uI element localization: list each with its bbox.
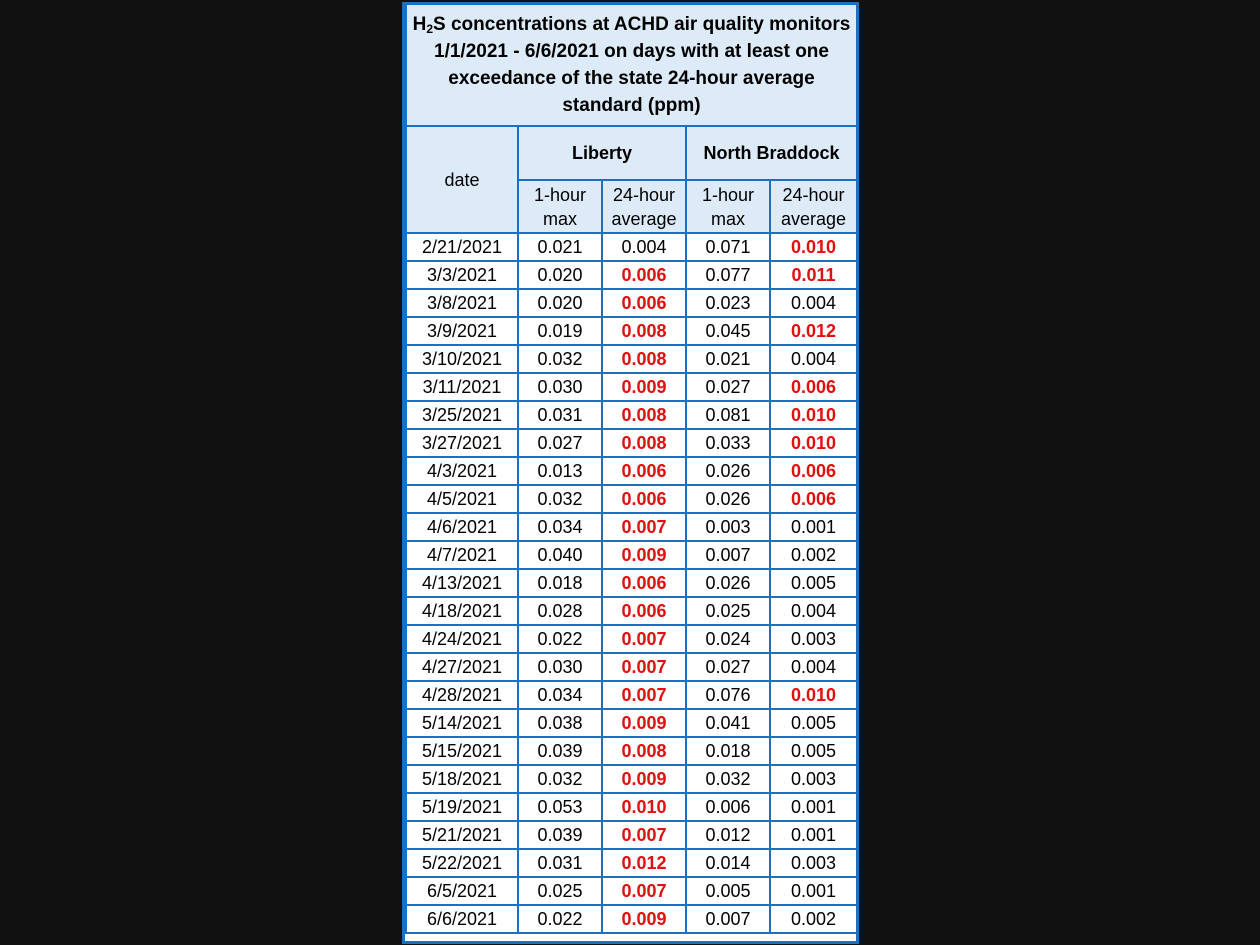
value-cell: 0.027 [686, 653, 770, 681]
site-header-north-braddock: North Braddock [686, 126, 857, 180]
value-cell-exceedance: 0.007 [602, 513, 686, 541]
value-cell-exceedance: 0.006 [770, 373, 857, 401]
date-cell: 2/21/2021 [406, 233, 518, 261]
value-cell: 0.001 [770, 821, 857, 849]
date-cell: 5/18/2021 [406, 765, 518, 793]
value-cell-exceedance: 0.012 [602, 849, 686, 877]
table-row [406, 513, 857, 541]
value-cell: 0.027 [686, 373, 770, 401]
subcolumn-header: 1-hour max [518, 180, 602, 233]
value-cell: 0.034 [518, 513, 602, 541]
value-cell: 0.041 [686, 709, 770, 737]
value-cell: 0.005 [770, 709, 857, 737]
value-cell: 0.026 [686, 569, 770, 597]
value-cell-exceedance: 0.009 [602, 541, 686, 569]
value-cell-exceedance: 0.008 [602, 345, 686, 373]
value-cell: 0.033 [686, 429, 770, 457]
value-cell: 0.031 [518, 401, 602, 429]
value-cell: 0.002 [770, 905, 857, 933]
value-cell: 0.027 [518, 429, 602, 457]
value-cell: 0.039 [518, 737, 602, 765]
value-cell: 0.007 [686, 541, 770, 569]
value-cell-exceedance: 0.010 [770, 681, 857, 709]
value-cell: 0.002 [770, 541, 857, 569]
value-cell: 0.014 [686, 849, 770, 877]
table-row [406, 709, 857, 737]
date-cell: 4/3/2021 [406, 457, 518, 485]
data-table-panel [402, 2, 859, 944]
value-cell-exceedance: 0.007 [602, 681, 686, 709]
date-cell: 3/8/2021 [406, 289, 518, 317]
date-cell: 4/6/2021 [406, 513, 518, 541]
value-cell: 0.019 [518, 317, 602, 345]
value-cell: 0.032 [686, 765, 770, 793]
value-cell-exceedance: 0.007 [602, 877, 686, 905]
value-cell: 0.025 [518, 877, 602, 905]
value-cell: 0.012 [686, 821, 770, 849]
value-cell-exceedance: 0.006 [602, 261, 686, 289]
h2s-exceedance-table [405, 5, 858, 934]
value-cell: 0.003 [686, 513, 770, 541]
table-row [406, 261, 857, 289]
date-cell: 4/28/2021 [406, 681, 518, 709]
value-cell: 0.022 [518, 625, 602, 653]
value-cell: 0.026 [686, 457, 770, 485]
value-cell: 0.039 [518, 821, 602, 849]
value-cell-exceedance: 0.009 [602, 905, 686, 933]
value-cell: 0.031 [518, 849, 602, 877]
value-cell-exceedance: 0.006 [602, 485, 686, 513]
date-cell: 4/27/2021 [406, 653, 518, 681]
value-cell-exceedance: 0.010 [770, 233, 857, 261]
value-cell-exceedance: 0.008 [602, 317, 686, 345]
value-cell: 0.003 [770, 625, 857, 653]
table-row [406, 457, 857, 485]
value-cell-exceedance: 0.010 [770, 401, 857, 429]
value-cell: 0.045 [686, 317, 770, 345]
value-cell: 0.018 [518, 569, 602, 597]
value-cell-exceedance: 0.008 [602, 401, 686, 429]
date-cell: 6/5/2021 [406, 877, 518, 905]
table-row [406, 653, 857, 681]
value-cell: 0.030 [518, 653, 602, 681]
table-row [406, 765, 857, 793]
table-row [406, 681, 857, 709]
value-cell: 0.032 [518, 485, 602, 513]
table-row [406, 541, 857, 569]
value-cell: 0.004 [602, 233, 686, 261]
value-cell-exceedance: 0.006 [770, 485, 857, 513]
value-cell: 0.004 [770, 597, 857, 625]
date-cell: 3/9/2021 [406, 317, 518, 345]
table-row [406, 793, 857, 821]
site-header-liberty: Liberty [518, 126, 686, 180]
table-row [406, 429, 857, 457]
date-cell: 4/24/2021 [406, 625, 518, 653]
value-cell-exceedance: 0.007 [602, 821, 686, 849]
value-cell-exceedance: 0.009 [602, 709, 686, 737]
value-cell: 0.028 [518, 597, 602, 625]
value-cell: 0.020 [518, 261, 602, 289]
value-cell-exceedance: 0.012 [770, 317, 857, 345]
table-title [406, 5, 857, 126]
value-cell-exceedance: 0.006 [602, 569, 686, 597]
date-cell: 3/10/2021 [406, 345, 518, 373]
value-cell: 0.032 [518, 765, 602, 793]
date-cell: 4/5/2021 [406, 485, 518, 513]
table-row [406, 849, 857, 877]
value-cell: 0.021 [518, 233, 602, 261]
value-cell-exceedance: 0.006 [602, 457, 686, 485]
date-cell: 5/22/2021 [406, 849, 518, 877]
date-column-header: date [406, 126, 518, 233]
value-cell: 0.001 [770, 793, 857, 821]
value-cell: 0.022 [518, 905, 602, 933]
subcolumn-header: 1-hour max [686, 180, 770, 233]
date-cell: 5/19/2021 [406, 793, 518, 821]
date-cell: 5/21/2021 [406, 821, 518, 849]
value-cell: 0.020 [518, 289, 602, 317]
date-cell: 5/15/2021 [406, 737, 518, 765]
table-row [406, 569, 857, 597]
value-cell-exceedance: 0.008 [602, 737, 686, 765]
value-cell: 0.025 [686, 597, 770, 625]
value-cell: 0.024 [686, 625, 770, 653]
table-row [406, 345, 857, 373]
value-cell: 0.001 [770, 877, 857, 905]
date-cell: 3/25/2021 [406, 401, 518, 429]
date-cell: 4/18/2021 [406, 597, 518, 625]
value-cell-exceedance: 0.006 [770, 457, 857, 485]
value-cell: 0.076 [686, 681, 770, 709]
date-cell: 4/7/2021 [406, 541, 518, 569]
value-cell: 0.053 [518, 793, 602, 821]
date-cell: 3/3/2021 [406, 261, 518, 289]
value-cell: 0.032 [518, 345, 602, 373]
value-cell: 0.006 [686, 793, 770, 821]
title-rest: S concentrations at ACHD air quality monitors 1/1/2021 - 6/6/2021 on days with at least one exceedance of the state 24-hour average standard (ppm) [433, 14, 851, 116]
table-row [406, 233, 857, 261]
title-prefix: H [412, 14, 427, 35]
value-cell-exceedance: 0.009 [602, 765, 686, 793]
table-row [406, 821, 857, 849]
value-cell-exceedance: 0.010 [602, 793, 686, 821]
table-row [406, 373, 857, 401]
date-cell: 3/27/2021 [406, 429, 518, 457]
value-cell-exceedance: 0.009 [602, 373, 686, 401]
table-row [406, 597, 857, 625]
value-cell-exceedance: 0.008 [602, 429, 686, 457]
subcolumn-header: 24-hour average [602, 180, 686, 233]
title-subscript: 2 [426, 22, 434, 36]
table-row [406, 485, 857, 513]
value-cell: 0.004 [770, 289, 857, 317]
value-cell: 0.021 [686, 345, 770, 373]
table-body [406, 233, 857, 933]
table-row [406, 625, 857, 653]
value-cell: 0.018 [686, 737, 770, 765]
table-row [406, 317, 857, 345]
value-cell-exceedance: 0.010 [770, 429, 857, 457]
value-cell-exceedance: 0.007 [602, 653, 686, 681]
table-row [406, 289, 857, 317]
value-cell: 0.001 [770, 513, 857, 541]
value-cell: 0.004 [770, 345, 857, 373]
table-row [406, 905, 857, 933]
table-row [406, 401, 857, 429]
value-cell: 0.077 [686, 261, 770, 289]
value-cell: 0.081 [686, 401, 770, 429]
value-cell: 0.005 [686, 877, 770, 905]
date-cell: 3/11/2021 [406, 373, 518, 401]
value-cell: 0.030 [518, 373, 602, 401]
date-cell: 4/13/2021 [406, 569, 518, 597]
value-cell: 0.023 [686, 289, 770, 317]
value-cell-exceedance: 0.011 [770, 261, 857, 289]
value-cell: 0.005 [770, 737, 857, 765]
value-cell: 0.003 [770, 765, 857, 793]
value-cell: 0.003 [770, 849, 857, 877]
value-cell-exceedance: 0.007 [602, 625, 686, 653]
date-cell: 6/6/2021 [406, 905, 518, 933]
value-cell: 0.038 [518, 709, 602, 737]
value-cell: 0.007 [686, 905, 770, 933]
value-cell: 0.005 [770, 569, 857, 597]
table-row [406, 877, 857, 905]
value-cell: 0.026 [686, 485, 770, 513]
value-cell: 0.071 [686, 233, 770, 261]
date-cell: 5/14/2021 [406, 709, 518, 737]
value-cell-exceedance: 0.006 [602, 597, 686, 625]
value-cell: 0.013 [518, 457, 602, 485]
value-cell: 0.040 [518, 541, 602, 569]
subcolumn-header: 24-hour average [770, 180, 857, 233]
value-cell: 0.004 [770, 653, 857, 681]
table-row [406, 737, 857, 765]
value-cell-exceedance: 0.006 [602, 289, 686, 317]
value-cell: 0.034 [518, 681, 602, 709]
